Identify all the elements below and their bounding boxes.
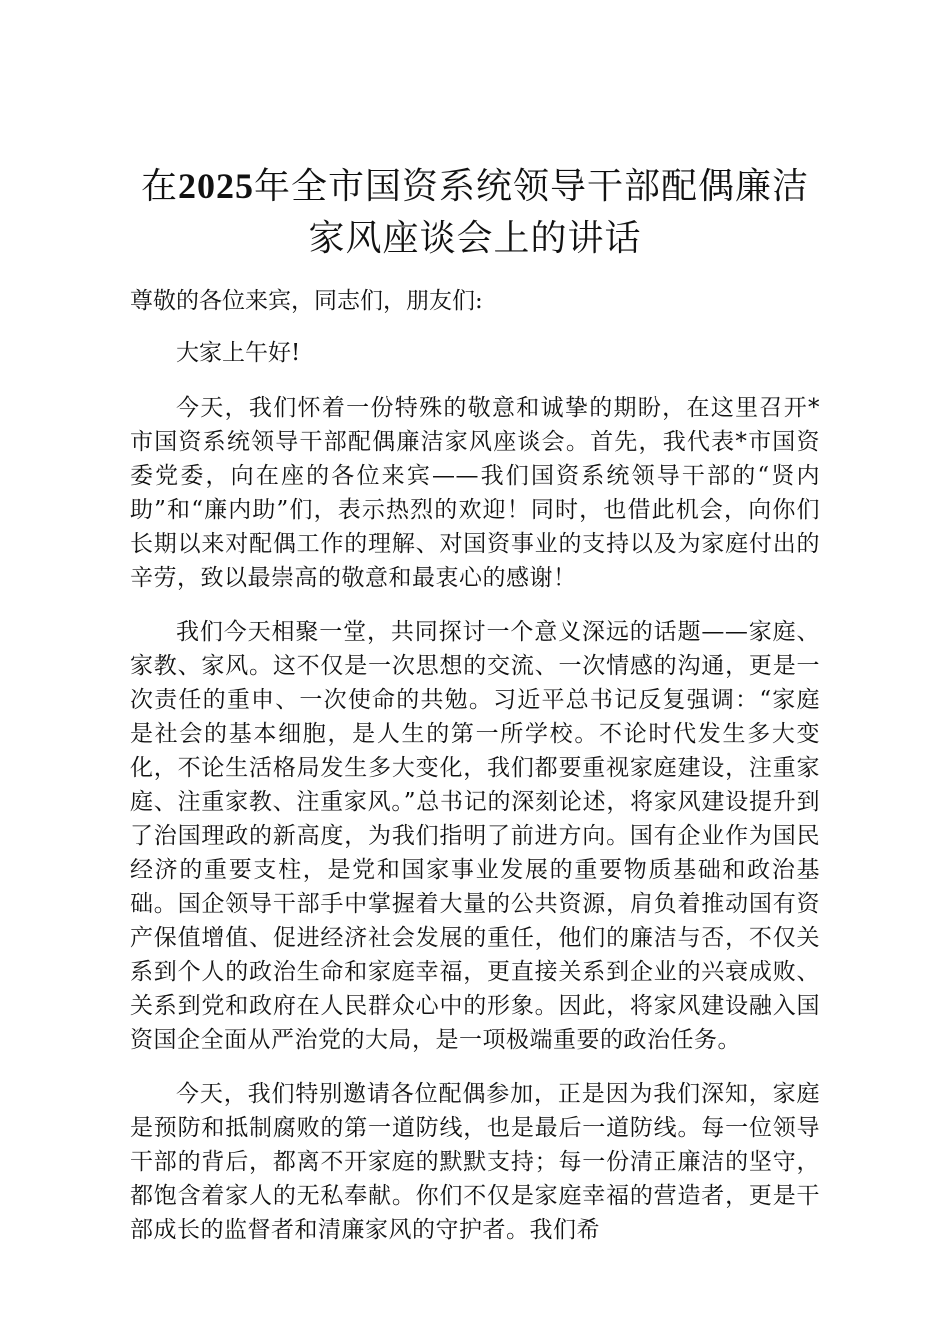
speech-document bbox=[130, 160, 820, 1247]
document-title bbox=[130, 160, 820, 265]
title-prefix: 在 bbox=[140, 166, 178, 207]
greeting: 大家上午好! bbox=[176, 340, 301, 366]
paragraph-welcome: 今天，我们怀着一份特殊的敬意和诚挚的期盼，在这里召开*市国资系统领导干部配偶廉洁家风座谈会。首先，我代表*市国资委党委，向在座的各位来宾——我们国资系统领导干部的“贤内助”和“廉内助”们，表示热烈的欢迎！同时，也借此机会，向你们长期以来对配偶工作的理解、对国资事业的支持以及为家庭付出的辛劳，致以最崇高的敬意和最衷心的感谢！ bbox=[130, 395, 820, 591]
title-suffix: 年全市国资系统领导干部配偶廉洁家风座谈会上的讲话 bbox=[254, 166, 810, 259]
paragraph-family-tradition: 我们今天相聚一堂，共同探讨一个意义深远的话题——家庭、家教、家风。这不仅是一次思想的交流、一次情感的沟通，更是一次责任的重申、一次使命的共勉。习近平总书记反复强调：“家庭是社会的基本细胞，是人生的第一所学校。不论时代发生多大变化，不论生活格局发生多大变化，我们都要重视家庭建设，注重家庭、注重家教、注重家风。”总书记的深刻论述，将家风建设提升到了治国理政的新高度，为我们指明了前进方向。国有企业作为国民经济的重要支柱，是党和国家事业发展的重要物质基础和政治基础。国企领导干部手中掌握着大量的公共资源，肩负着推动国有资产保值增值、促进经济社会发展的重任，他们的廉洁与否，不仅关系到个人的政治生命和家庭幸福，更直接关系到企业的兴衰成败、关系到党和政府在人民群众心中的形象。因此，将家风建设融入国资国企全面从严治党的大局，是一项极端重要的政治任务。 bbox=[130, 619, 820, 1053]
salutation: 尊敬的各位来宾，同志们，朋友们: bbox=[130, 288, 483, 314]
paragraph-spouse-role: 今天，我们特别邀请各位配偶参加，正是因为我们深知，家庭是预防和抵制腐败的第一道防线，也是最后一道防线。每一位领导干部的背后，都离不开家庭的默默支持；每一份清正廉洁的坚守，都饱含着家人的无私奉献。你们不仅是家庭幸福的营造者，更是干部成长的监督者和清廉家风的守护者。我们希 bbox=[130, 1081, 820, 1243]
title-year: 2025 bbox=[178, 166, 254, 206]
